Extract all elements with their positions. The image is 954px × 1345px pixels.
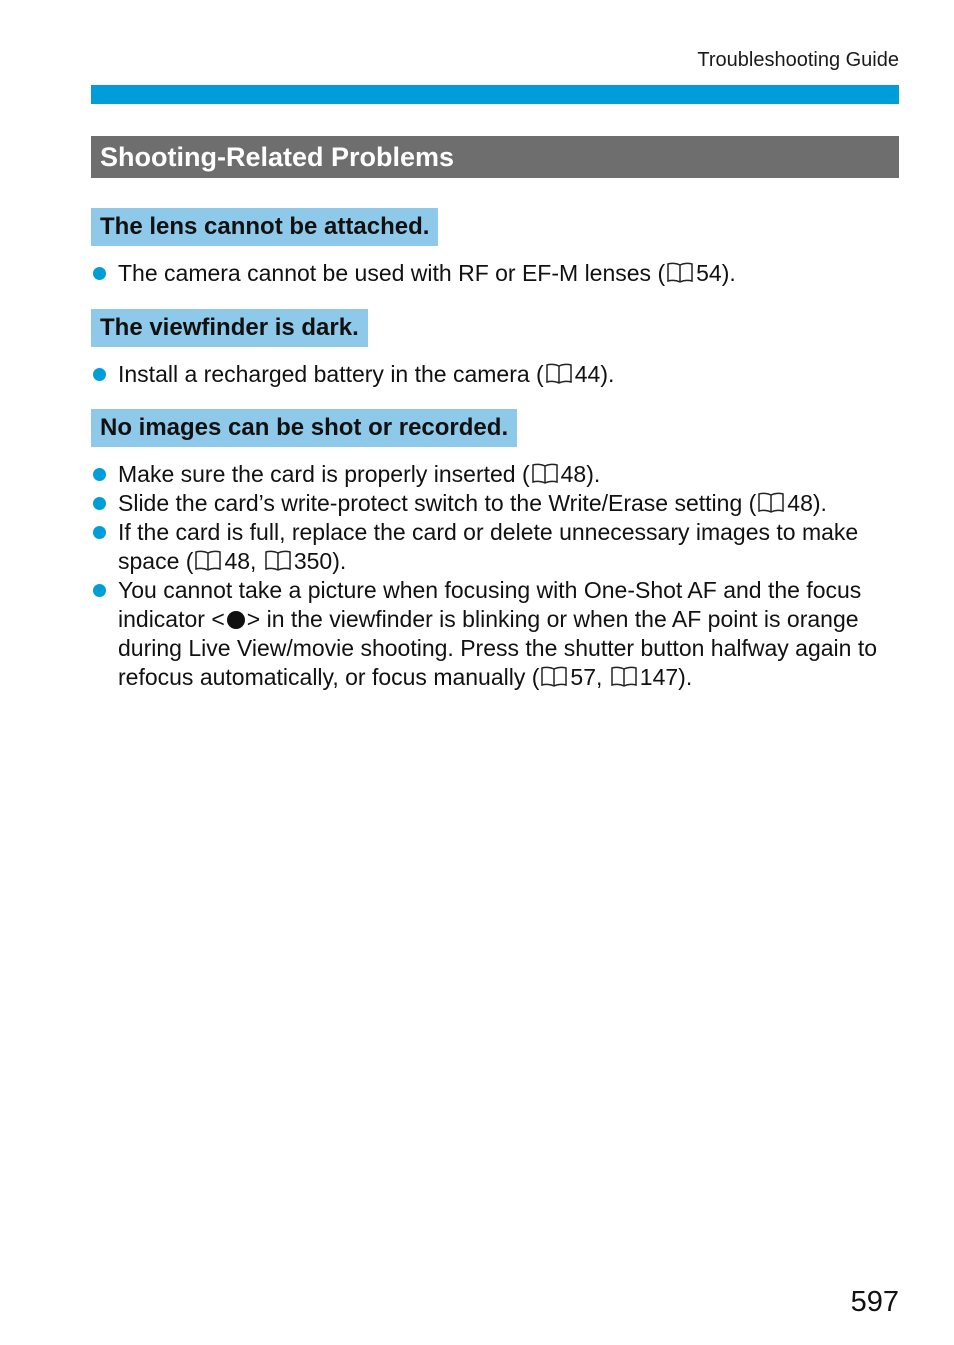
running-head: Troubleshooting Guide: [697, 49, 899, 71]
list-item: Make sure the card is properly inserted ( 48).: [91, 460, 911, 489]
book-icon: [610, 666, 638, 688]
book-icon: [194, 550, 222, 572]
list-item: If the card is full, replace the card or delete unnecessary images to make space ( 48, 350).: [91, 518, 911, 576]
problem-heading-no-images: No images can be shot or recorded.: [91, 409, 517, 447]
list-item: Install a recharged battery in the camera ( 44).: [91, 360, 911, 389]
list-item: The camera cannot be used with RF or EF-M lenses ( 54).: [91, 259, 911, 288]
book-icon: [540, 666, 568, 688]
focus-indicator-icon: [227, 611, 245, 629]
top-rule: [91, 85, 899, 104]
problem-list-lens: [91, 259, 911, 288]
problem-list-viewfinder: [91, 360, 911, 389]
book-icon: [666, 262, 694, 284]
problem-heading-lens: The lens cannot be attached.: [91, 208, 438, 246]
bullet-dot-icon: [93, 497, 106, 510]
bullet-dot-icon: [93, 267, 106, 280]
list-item: Slide the card’s write-protect switch to the Write/Erase setting ( 48).: [91, 489, 911, 518]
page-number: 597: [850, 1286, 899, 1318]
list-item: You cannot take a picture when focusing with One-Shot AF and the focus indicator < > in the viewfinder is blinking or when the AF point is orange during Live View/movie shooting. Press the shutter button halfway again to refocus automatically, or focus manually ( 57, 147).: [91, 576, 911, 692]
book-icon: [545, 363, 573, 385]
problem-heading-viewfinder: The viewfinder is dark.: [91, 309, 368, 347]
section-title: Shooting-Related Problems: [100, 142, 455, 172]
book-icon: [531, 463, 559, 485]
problem-list-no-images: [91, 460, 911, 692]
book-icon: [264, 550, 292, 572]
book-icon: [757, 492, 785, 514]
bullet-dot-icon: [93, 368, 106, 381]
bullet-dot-icon: [93, 526, 106, 539]
bullet-dot-icon: [93, 468, 106, 481]
bullet-dot-icon: [93, 584, 106, 597]
section-bar: [91, 136, 899, 178]
